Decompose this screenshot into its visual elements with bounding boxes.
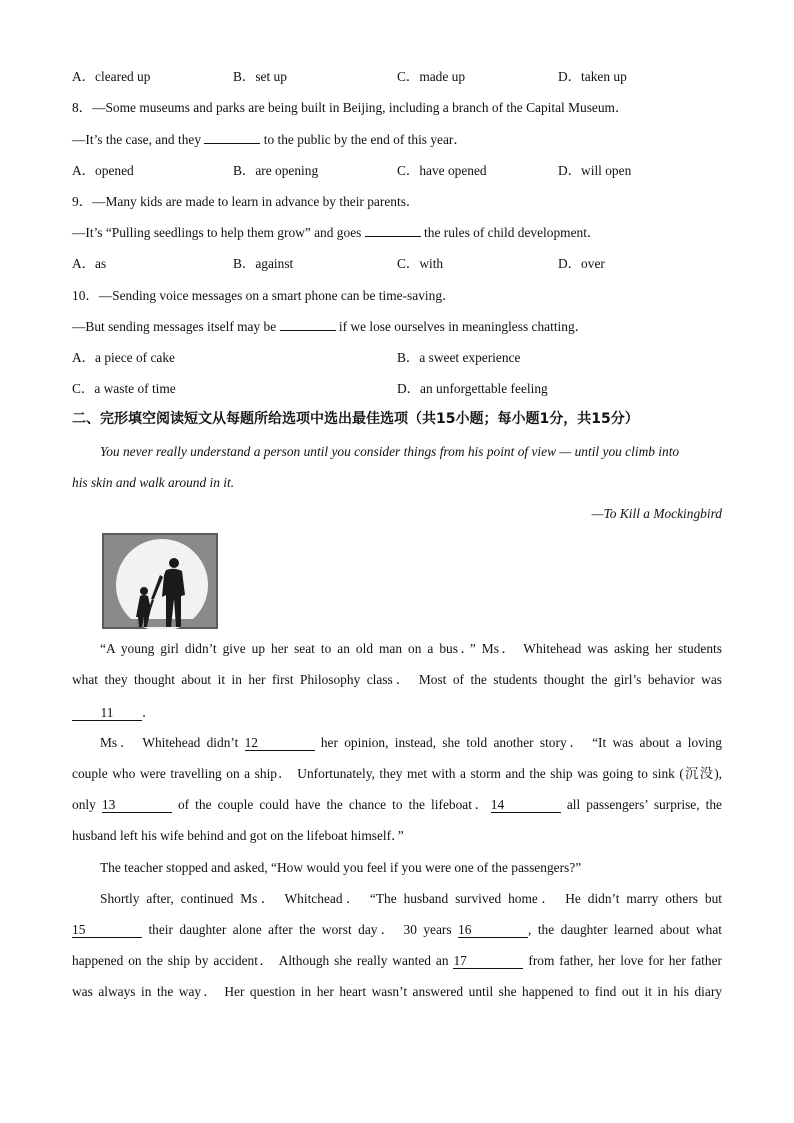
paragraph4-line-1: Shortly after, continued Ms． Whitchead． “The husband survived home． He didn’t marry others but [100,891,722,906]
paragraph2-line-3 [72,797,722,813]
q8-line2 [72,132,722,148]
paragraph1-end: ． [142,705,156,720]
blank-12: 12 [245,736,315,751]
q8-option-a: A．opened [72,163,134,178]
p4-text-a: their daughter alone after the worst day． 30 years [142,922,459,937]
p2-text-e: all passengers’ surprise, the [560,797,722,812]
q10-option-d: D．an unforgettable feeling [397,381,548,396]
paragraph2-line-4: husband left his wife behind and got on the lifeboat himself．” [72,828,404,843]
q9-text-after: the rules of child development． [420,225,601,240]
q9-blank [365,236,421,237]
quote-attribution: —To Kill a Mockingbird [591,506,722,521]
q7-option-b: B．set up [233,69,287,84]
q10-stem: 10．—Sending voice messages on a smart phone can be time-saving． [72,288,456,303]
paragraph1-line-2: what they thought about it in her first Philosophy class． Most of the students thought the girl’s behavior was [72,672,722,687]
q9-option-c: C．with [397,256,444,271]
paragraph4-line-4: was always in the way． Her question in her heart wasn’t answered until she happened to find out it in his diary [72,984,722,999]
p2-text-c: only [72,797,102,812]
paragraph4-line-3 [72,953,722,969]
blank-17: 17 [453,954,523,969]
q7-option-c: C．made up [397,69,466,84]
q7-option-d: D．taken up [558,69,627,84]
q10-line2 [72,319,722,335]
q8-option-d: D．will open [558,163,632,178]
paragraph2-line-2: couple who were travelling on a ship． Unfortunately, they met with a storm and the ship was going to sink (沉没), [72,766,722,781]
blank-14: 14 [491,798,561,813]
q10-option-c: C．a waste of time [72,381,176,396]
q9-text-before: —It’s “Pulling seedlings to help them grow” and goes [72,225,365,240]
q8-blank [204,143,260,144]
q9-line2 [72,225,722,241]
q10-text-before: —But sending messages itself may be [72,319,280,334]
q9-option-b: B．against [233,256,294,271]
q8-stem: 8．—Some museums and parks are being built in Beijing, including a branch of the Capital Museum． [72,100,629,115]
q9-option-d: D．over [558,256,605,271]
q10-text-after: if we lose ourselves in meaningless chatting． [335,319,589,334]
quote-line-1: You never really understand a person until you consider things from his point of view — until you climb into [100,444,680,459]
p2-text-d: of the couple could have the chance to the lifeboat． [171,797,491,812]
paragraph1-line-3 [72,705,722,721]
q8-option-c: C．have opened [397,163,487,178]
blank-15: 15 [72,923,142,938]
q8-option-b: B．are opening [233,163,319,178]
q10-option-a: A．a piece of cake [72,350,175,365]
blank-16: 16 [458,923,528,938]
p4-text-d: from father, her love for her father [523,953,722,968]
blank-11: 11 [72,706,142,721]
blank-13: 13 [102,798,172,813]
q8-text-before: —It’s the case, and they [72,132,205,147]
quote-line-2: his skin and walk around in it. [72,475,235,490]
p4-text-b: , the daughter learned about what [528,922,722,937]
q9-stem: 9．—Many kids are made to learn in advance by their parents． [72,194,420,209]
section-heading: 二、完形填空阅读短文从每题所给选项中选出最佳选项（共15小题；每小题1分，共15分） [72,411,639,427]
father-daughter-silhouette-image [102,533,218,629]
paragraph3: The teacher stopped and asked, “How would you feel if you were one of the passengers?” [100,860,582,875]
paragraph2-line-1 [100,735,722,751]
q9-option-a: A．as [72,256,107,271]
p2-text-a: Ms． Whitehead didn’t [100,735,245,750]
p4-text-c: happened on the ship by accident． Although she really wanted an [72,953,454,968]
q10-blank [280,330,336,331]
p2-text-b: her opinion, instead, she told another story． “It was about a loving [314,735,722,750]
q7-option-a: A．cleared up [72,69,151,84]
paragraph4-line-2 [72,922,722,938]
q10-option-b: B．a sweet experience [397,350,521,365]
q8-text-after: to the public by the end of this year． [260,132,467,147]
paragraph1-line-1: “A young girl didn’t give up her seat to an old man on a bus．” Ms． Whitehead was asking her students [100,641,722,656]
